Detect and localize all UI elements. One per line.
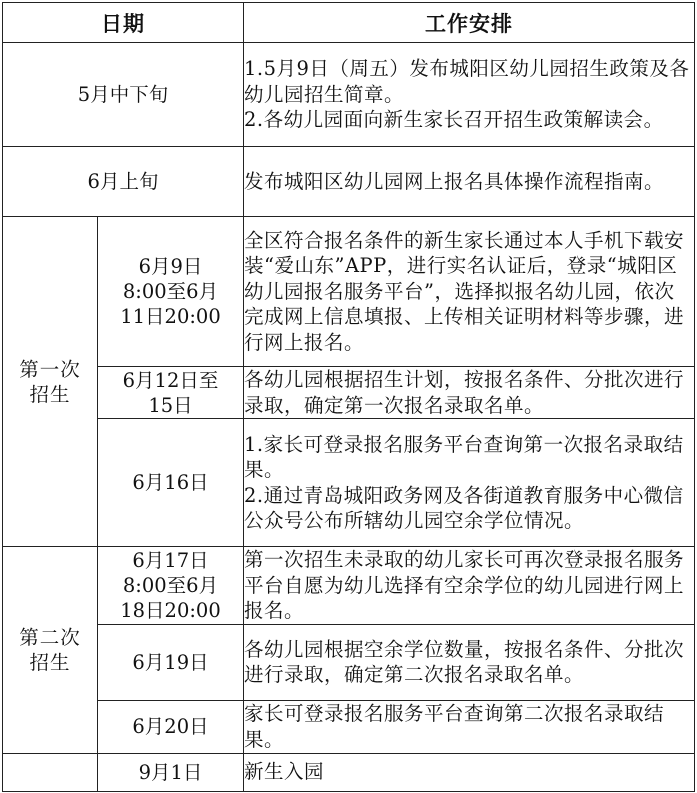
task-line: 第一次招生未录取的幼儿家长可再次登录报名服务平台自愿为幼儿选择有空余学位的幼儿园进行网上报名。 bbox=[244, 548, 685, 622]
date-line: 6月9日 bbox=[138, 255, 203, 278]
table-row bbox=[3, 624, 695, 700]
task-line: 全区符合报名条件的新生家长通过本人手机下载安装“爱山东”APP，进行实名认证后，登录“城阳区幼儿园报名服务平台”，选择拟报名幼儿园，依次完成网上信息填报、上传相关证明材料等步骤，进行网上报名。 bbox=[244, 228, 685, 354]
row-task bbox=[244, 43, 695, 147]
enrollment-schedule-table bbox=[2, 2, 695, 792]
date-line: 15日 bbox=[148, 393, 193, 417]
phase-label-second-round bbox=[3, 547, 98, 754]
row-task bbox=[244, 547, 695, 625]
row-date bbox=[98, 367, 244, 419]
table-row bbox=[3, 147, 695, 217]
date-line: 6月20日 bbox=[132, 715, 209, 738]
phase-label-line: 招生 bbox=[29, 650, 71, 674]
phase-label-line: 招生 bbox=[29, 382, 71, 406]
date-line: 6月16日 bbox=[132, 471, 209, 494]
task-line: 2.各幼儿园面向新生家长召开招生政策解读会。 bbox=[244, 108, 664, 132]
task-line: 家长可登录报名服务平台查询第二次报名录取结果。 bbox=[244, 702, 665, 751]
row-date bbox=[98, 547, 244, 625]
date-line: 11日20:00 bbox=[120, 305, 221, 328]
date-line: 8:00至6月 bbox=[122, 280, 219, 303]
task-line: 发布城阳区幼儿园网上报名具体操作流程指南。 bbox=[244, 169, 665, 193]
row-date: 9月1日 bbox=[98, 753, 244, 791]
row-task bbox=[244, 624, 695, 700]
table-row bbox=[3, 547, 695, 625]
date-line: 18日20:00 bbox=[120, 598, 221, 622]
row-task bbox=[244, 217, 695, 367]
row-date bbox=[98, 624, 244, 700]
date-line: 6月12日至 bbox=[122, 368, 219, 392]
empty-cell bbox=[3, 753, 98, 791]
task-line: 1.家长可登录报名服务平台查询第一次报名录取结果。 bbox=[244, 432, 684, 481]
header-date: 日期 bbox=[3, 3, 244, 43]
header-work-arrangement: 工作安排 bbox=[244, 3, 695, 43]
row-date bbox=[98, 217, 244, 367]
table-row bbox=[3, 753, 695, 791]
row-task bbox=[244, 147, 695, 217]
table-row bbox=[3, 419, 695, 547]
task-line: 各幼儿园根据招生计划，按报名条件、分批次进行录取，确定第一次报名录取名单。 bbox=[244, 368, 685, 417]
table-row bbox=[3, 367, 695, 419]
phase-label-first-round bbox=[3, 217, 98, 547]
row-task bbox=[244, 700, 695, 753]
phase-label-line: 第一次 bbox=[19, 357, 81, 381]
date-line: 8:00至6月 bbox=[122, 573, 219, 597]
table-row bbox=[3, 700, 695, 753]
task-line: 2.通过青岛城阳政务网及各街道教育服务中心微信公众号公布所辖幼儿园空余学位情况。 bbox=[244, 483, 684, 532]
table-row bbox=[3, 217, 695, 367]
table-header-row bbox=[3, 3, 695, 43]
row-task bbox=[244, 367, 695, 419]
table-row bbox=[3, 43, 695, 147]
phase-label-line: 第二次 bbox=[19, 625, 81, 649]
date-line: 6月17日 bbox=[132, 548, 209, 572]
row-date: 5月中下旬 bbox=[3, 43, 244, 147]
task-line: 各幼儿园根据空余学位数量，按报名条件、分批次进行录取，确定第二次报名录取名单。 bbox=[244, 637, 685, 686]
task-line: 1.5月9日（周五）发布城阳区幼儿园招生政策及各幼儿园招生简章。 bbox=[244, 57, 690, 106]
row-date bbox=[98, 419, 244, 547]
row-task bbox=[244, 419, 695, 547]
row-date bbox=[98, 700, 244, 753]
row-task: 新生入园 bbox=[244, 753, 695, 791]
date-line: 6月19日 bbox=[132, 650, 209, 674]
row-date: 6月上旬 bbox=[3, 147, 244, 217]
